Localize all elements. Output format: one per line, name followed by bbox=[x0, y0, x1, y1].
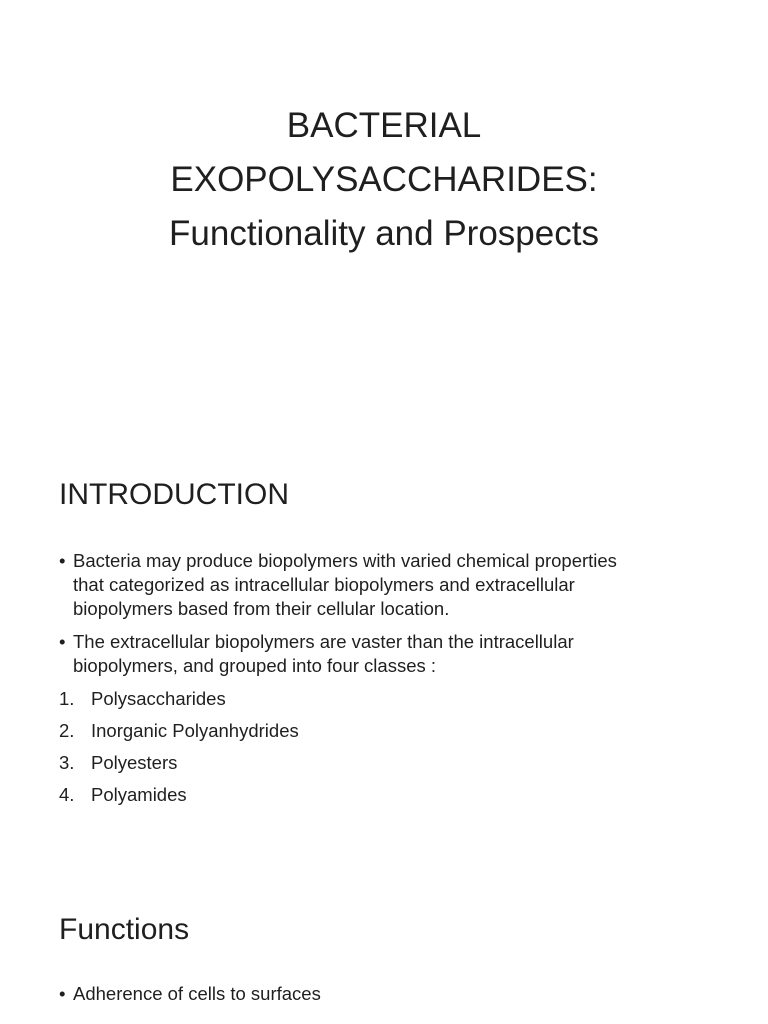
slide-heading: Functions bbox=[59, 913, 190, 946]
bullet-line: that categorized as intracellular biopolymers and extracellular bbox=[73, 574, 575, 595]
title-line: Functionality and Prospects bbox=[169, 214, 599, 254]
numbered-item-text: Polysaccharides bbox=[91, 688, 226, 709]
slide-heading: INTRODUCTION bbox=[59, 478, 289, 511]
bullet-item bbox=[59, 549, 719, 621]
numbered-item bbox=[59, 687, 719, 711]
slide-title bbox=[40, 99, 728, 261]
numbered-item-text: Polyamides bbox=[91, 784, 187, 805]
numbered-item-text: Polyesters bbox=[91, 752, 178, 773]
bullet-list bbox=[59, 549, 719, 815]
bullet-line: biopolymers based from their cellular location. bbox=[73, 598, 450, 619]
number-marker: 2. bbox=[59, 720, 75, 741]
bullet-text: Adherence of cells to surfaces bbox=[73, 983, 321, 1004]
title-line: BACTERIAL bbox=[286, 106, 482, 146]
title-line: EXOPOLYSACCHARIDES: bbox=[170, 160, 598, 200]
numbered-item bbox=[59, 751, 719, 775]
number-marker: 1. bbox=[59, 688, 75, 709]
bullet-item bbox=[59, 982, 719, 1006]
bullet-text bbox=[73, 549, 719, 621]
number-marker: 4. bbox=[59, 784, 75, 805]
bullet-marker: • bbox=[59, 631, 66, 652]
numbered-item bbox=[59, 719, 719, 743]
bullet-text bbox=[73, 630, 719, 678]
functions-slide bbox=[0, 880, 768, 1024]
bullet-list bbox=[59, 982, 719, 1015]
bullet-line: Bacteria may produce biopolymers with varied chemical properties bbox=[73, 550, 617, 571]
bullet-marker: • bbox=[59, 550, 66, 571]
number-marker: 3. bbox=[59, 752, 75, 773]
bullet-line: biopolymers, and grouped into four classes : bbox=[73, 655, 437, 676]
numbered-item bbox=[59, 783, 719, 807]
bullet-item bbox=[59, 630, 719, 678]
bullet-line: The extracellular biopolymers are vaster than the intracellular bbox=[73, 631, 574, 652]
numbered-item-text: Inorganic Polyanhydrides bbox=[91, 720, 299, 741]
title-slide bbox=[0, 0, 768, 432]
introduction-slide bbox=[0, 440, 768, 872]
bullet-marker: • bbox=[59, 983, 66, 1004]
